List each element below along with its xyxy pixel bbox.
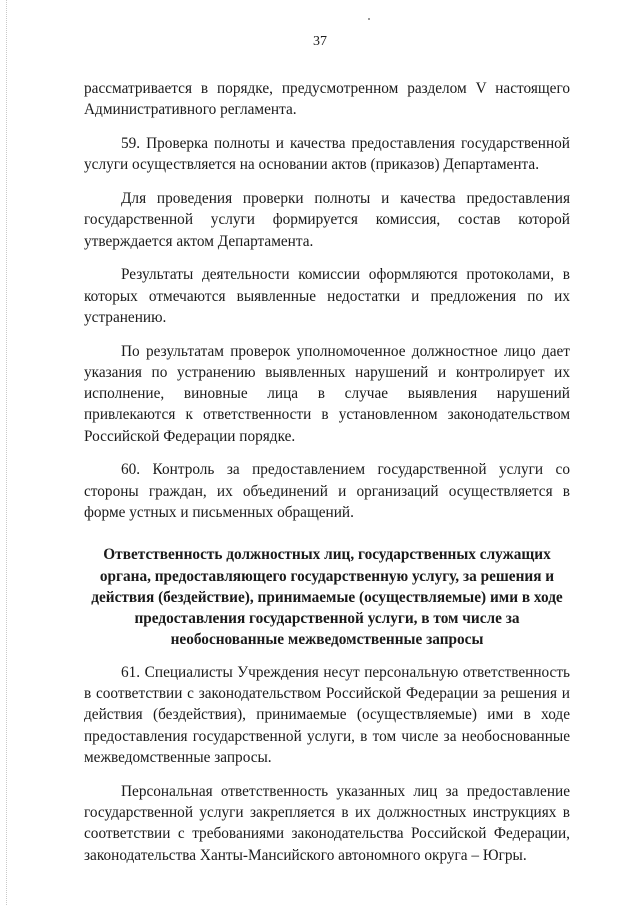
paragraph-commission: Для проведения проверки полноты и качества предоставления государственной услуги формируется комиссия, состав которой утверждается актом Департамента. bbox=[84, 189, 570, 250]
scan-edge-line bbox=[6, 0, 7, 905]
section-heading: Ответственность должностных лиц, государственных служащих органа, предоставляющего государственную услугу, за решения и действия (бездействие), принимаемые (осуществляемые) ими в ходе предоставления государственной услуги, в том числе за необоснованные межведомственные запросы bbox=[91, 546, 563, 649]
paragraph-61: 61. Специалисты Учреждения несут персональную ответственность в соответствии с законодательством Российской Федерации за решения и действия (бездействия), принимаемые (осуществляемые) ими в ходе предоставления государственной услуги, в том числе за необоснованные межведомственные запросы. bbox=[84, 663, 570, 766]
paragraph-results: Результаты деятельности комиссии оформляются протоколами, в которых отмечаются выявленные недостатки и предложения по их устранению. bbox=[84, 266, 570, 326]
paragraph-60: 60. Контроль за предоставлением государственной услуги со стороны граждан, их объединений и организаций осуществляется в форме устных и письменных обращений. bbox=[84, 461, 570, 521]
scan-speck bbox=[368, 18, 370, 20]
paragraph-continuation: рассматривается в порядке, предусмотренном разделом V настоящего Административного регламента. bbox=[84, 80, 570, 119]
paragraph-personal-responsibility: Персональная ответственность указанных лиц за предоставление государственной услуги закрепляется в их должностных инструкциях в соответствии с требованиями законодательства Российской Федерации, законодательства Ханты-Мансийского автономного округа – Югры. bbox=[84, 782, 570, 864]
paragraph-59: 59. Проверка полноты и качества предоставления государственной услуги осуществляется на основании актов (приказов) Департамента. bbox=[84, 134, 570, 174]
paragraph-inspection-results: По результатам проверок уполномоченное должностное лицо дает указания по устранению выявленных нарушений и контролирует их исполнение, виновные лица в случае выявления нарушений привлекаются к ответственности в установленном законодательством Российской Федерации порядке. bbox=[84, 342, 570, 445]
document-body bbox=[84, 78, 570, 878]
page-number: 37 bbox=[313, 34, 327, 49]
